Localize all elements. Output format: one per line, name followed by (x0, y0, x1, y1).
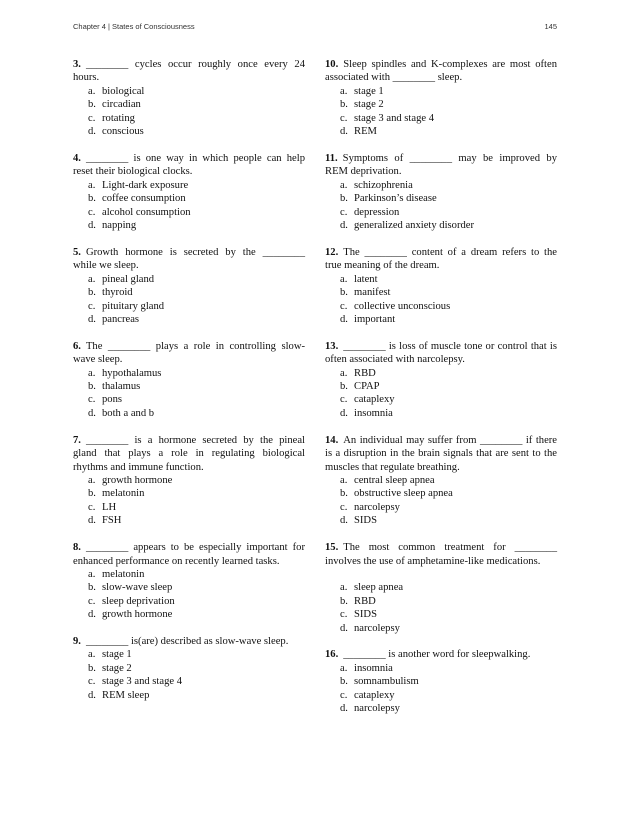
question-stem (73, 58, 305, 85)
option-text: depression (354, 206, 400, 218)
option (88, 206, 305, 219)
option (88, 192, 305, 205)
question-stem (325, 246, 557, 273)
option-text: biological (102, 85, 145, 97)
options-list (325, 474, 557, 528)
question-16 (325, 648, 557, 715)
option (88, 367, 305, 380)
question-4 (73, 152, 305, 232)
question-15 (325, 541, 557, 635)
option-text: sleep deprivation (102, 595, 175, 607)
option-letter: d. (88, 515, 96, 527)
option-letter: d. (340, 407, 348, 419)
option-text: REM (354, 126, 377, 138)
option-text: latent (354, 273, 378, 285)
question-text: ________ is(are) described as slow-wave sleep. (85, 636, 289, 648)
question-text: ________ cycles occur roughly once every 24 hours. (73, 59, 305, 84)
option-text: melatonin (102, 568, 145, 580)
option-letter: a. (88, 474, 96, 486)
option-text: thyroid (102, 287, 133, 299)
question-12 (325, 246, 557, 326)
option (88, 286, 305, 299)
option-letter: d. (88, 313, 96, 325)
chapter-title: Chapter 4 | States of Consciousness (73, 22, 195, 31)
option-letter: c. (88, 112, 96, 124)
option-letter: d. (88, 689, 96, 701)
option-text: melatonin (102, 488, 145, 500)
option (88, 219, 305, 232)
option-text: SIDS (354, 515, 377, 527)
option-text: narcolepsy (354, 703, 400, 715)
question-text: An individual may suffer from ________ if there is a disruption in the brain signals that are sent to the muscles that regulate breathing. (325, 434, 557, 473)
option (88, 689, 305, 702)
options-list (325, 662, 557, 716)
option (340, 595, 557, 608)
question-stem (73, 434, 305, 474)
page-header (73, 22, 557, 31)
options-list (73, 568, 305, 622)
option (88, 179, 305, 192)
options-list (325, 273, 557, 327)
option-letter: b. (340, 99, 348, 111)
option (340, 608, 557, 621)
option-letter: a. (88, 273, 96, 285)
question-number: 10. (325, 59, 339, 70)
question-number: 9. (73, 636, 81, 648)
option (88, 407, 305, 420)
option (88, 581, 305, 594)
option-text: sleep apnea (354, 582, 404, 594)
option-letter: b. (88, 662, 96, 674)
question-text: ________ is one way in which people can help reset their biological clocks. (73, 152, 305, 178)
option (340, 514, 557, 527)
blank-line (325, 568, 557, 581)
option (340, 313, 557, 326)
option-text: circadian (102, 99, 141, 111)
option-text: alcohol consumption (102, 206, 191, 218)
option-letter: b. (88, 488, 96, 500)
question-14 (325, 434, 557, 528)
option-text: pancreas (102, 313, 140, 325)
option-text: RBD (354, 367, 376, 379)
option (88, 568, 305, 581)
question-stem (325, 58, 557, 85)
option (340, 675, 557, 688)
question-number: 12. (325, 246, 339, 258)
option-letter: c. (88, 501, 96, 513)
option-letter: b. (88, 582, 96, 594)
option-text: Light-dark exposure (102, 179, 189, 191)
option (88, 125, 305, 138)
option-text: REM sleep (102, 689, 150, 701)
question-11 (325, 152, 557, 232)
option-letter: b. (340, 676, 348, 688)
question-text: The most common treatment for ________ involves the use of amphetamine-like medications. (325, 542, 557, 567)
option-text: stage 1 (354, 85, 384, 97)
option-letter: a. (340, 582, 348, 594)
option-letter: a. (88, 85, 96, 97)
option-letter: d. (340, 515, 348, 527)
option-text: growth hormone (102, 609, 173, 621)
option-letter: d. (340, 126, 348, 138)
option (340, 206, 557, 219)
option (88, 474, 305, 487)
option-text: SIDS (354, 609, 377, 621)
option-text: insomnia (354, 407, 393, 419)
option-text: central sleep apnea (354, 474, 435, 486)
option-letter: d. (88, 219, 96, 231)
option (340, 474, 557, 487)
option-text: coffee consumption (102, 193, 186, 205)
option (340, 286, 557, 299)
option (88, 98, 305, 111)
option-letter: b. (340, 381, 348, 393)
question-text: Symptoms of ________ may be improved by REM deprivation. (325, 152, 557, 178)
question-text: The ________ plays a role in controlling slow-wave sleep. (73, 340, 305, 366)
option-letter: a. (88, 568, 96, 580)
question-13 (325, 340, 557, 420)
option (340, 689, 557, 702)
question-number: 11. (325, 152, 338, 164)
options-list (73, 179, 305, 233)
question-number: 13. (325, 340, 339, 352)
option (88, 648, 305, 661)
option (340, 300, 557, 313)
option (88, 514, 305, 527)
option-letter: d. (340, 703, 348, 715)
option-letter: c. (88, 300, 96, 312)
option-letter: c. (88, 206, 96, 218)
option-letter: b. (340, 287, 348, 299)
option (88, 501, 305, 514)
question-number: 7. (73, 434, 81, 446)
option-letter: b. (340, 595, 348, 607)
option-letter: a. (340, 179, 348, 191)
option-text: cataplexy (354, 689, 395, 701)
option-text: CPAP (354, 381, 380, 393)
options-list (73, 648, 305, 702)
option-text: cataplexy (354, 394, 395, 406)
option-letter: d. (340, 219, 348, 231)
option-text: pineal gland (102, 273, 155, 285)
question-5 (73, 246, 305, 326)
option-letter: c. (88, 595, 96, 607)
option (340, 85, 557, 98)
option-text: stage 2 (354, 99, 384, 111)
option-letter: d. (340, 313, 348, 325)
option-text: growth hormone (102, 474, 173, 486)
option-text: stage 1 (102, 649, 132, 661)
option (88, 273, 305, 286)
option-text: thalamus (102, 381, 141, 393)
option-text: LH (102, 501, 117, 513)
option-letter: b. (340, 488, 348, 500)
options-list (73, 367, 305, 421)
option (88, 662, 305, 675)
option (88, 675, 305, 688)
question-text: Sleep spindles and K-complexes are most often associated with ________ sleep. (325, 59, 557, 84)
option (340, 662, 557, 675)
option-text: Parkinson’s disease (354, 193, 437, 205)
option-letter: b. (88, 99, 96, 111)
option (88, 380, 305, 393)
option (88, 85, 305, 98)
option (88, 393, 305, 406)
left-column (73, 58, 305, 716)
question-number: 3. (73, 59, 81, 70)
option-text: stage 3 and stage 4 (102, 676, 183, 688)
option-letter: b. (88, 287, 96, 299)
option-letter: d. (88, 126, 96, 138)
option-letter: d. (88, 407, 96, 419)
question-number: 5. (73, 246, 81, 258)
question-10 (325, 58, 557, 138)
option-text: slow-wave sleep (102, 582, 173, 594)
option-letter: a. (88, 649, 96, 661)
option-letter: c. (340, 300, 348, 312)
option-letter: a. (340, 85, 348, 97)
option-text: generalized anxiety disorder (354, 219, 475, 231)
option-letter: c. (88, 676, 96, 688)
question-number: 6. (73, 340, 81, 352)
options-list (325, 85, 557, 139)
option-letter: a. (88, 179, 96, 191)
option (340, 622, 557, 635)
question-stem (73, 152, 305, 179)
question-stem (73, 635, 305, 648)
option (340, 581, 557, 594)
question-text: ________ is a hormone secreted by the pineal gland that plays a role in regulating biological rhythms and immune function. (73, 434, 305, 473)
option-text: insomnia (354, 662, 393, 674)
option-letter: c. (340, 394, 348, 406)
option-letter: b. (340, 193, 348, 205)
page-number: 145 (544, 22, 557, 31)
option (340, 179, 557, 192)
option-text: RBD (354, 595, 376, 607)
option (340, 219, 557, 232)
question-6 (73, 340, 305, 420)
option-letter: b. (88, 381, 96, 393)
option-letter: c. (340, 609, 348, 621)
option-text: stage 3 and stage 4 (354, 112, 435, 124)
option (340, 501, 557, 514)
question-7 (73, 434, 305, 528)
option-letter: c. (88, 394, 96, 406)
option-letter: c. (340, 112, 348, 124)
option-letter: a. (88, 367, 96, 379)
question-number: 8. (73, 542, 81, 554)
option-text: hypothalamus (102, 367, 162, 379)
option (340, 367, 557, 380)
question-8 (73, 541, 305, 621)
question-stem (73, 340, 305, 367)
question-stem (325, 434, 557, 474)
option-text: manifest (354, 287, 391, 299)
question-number: 4. (73, 152, 81, 164)
option (340, 98, 557, 111)
question-stem (325, 340, 557, 367)
option-text: narcolepsy (354, 622, 400, 634)
options-list (325, 179, 557, 233)
option (88, 313, 305, 326)
option (340, 487, 557, 500)
option-text: important (354, 313, 396, 325)
option (340, 192, 557, 205)
option-letter: b. (88, 193, 96, 205)
question-stem (325, 541, 557, 568)
option (88, 595, 305, 608)
option-text: somnambulism (354, 676, 419, 688)
option-text: narcolepsy (354, 501, 400, 513)
question-text: ________ is another word for sleepwalking. (343, 649, 531, 661)
option-letter: c. (340, 501, 348, 513)
option-text: pituitary gland (102, 300, 165, 312)
option (340, 380, 557, 393)
option-letter: d. (88, 609, 96, 621)
option-text: conscious (102, 126, 144, 138)
option-text: napping (102, 219, 137, 231)
options-list (325, 367, 557, 421)
question-text: ________ is loss of muscle tone or control that is often associated with narcolepsy. (325, 340, 557, 366)
question-stem (73, 246, 305, 273)
option (340, 407, 557, 420)
question-stem (73, 541, 305, 568)
option (340, 125, 557, 138)
question-text: Growth hormone is secreted by the ________ while we sleep. (73, 246, 305, 272)
question-number: 14. (325, 434, 339, 446)
option-text: pons (102, 394, 123, 406)
options-list (73, 273, 305, 327)
option-text: schizophrenia (354, 179, 413, 191)
question-stem (325, 648, 557, 661)
option (340, 393, 557, 406)
option (88, 112, 305, 125)
option-text: rotating (102, 112, 135, 124)
option (88, 487, 305, 500)
option-letter: a. (340, 662, 348, 674)
option (88, 300, 305, 313)
option-text: FSH (102, 515, 122, 527)
question-number: 15. (325, 542, 339, 554)
option-letter: c. (340, 689, 348, 701)
question-stem (325, 152, 557, 179)
option-text: both a and b (102, 407, 155, 419)
option (340, 273, 557, 286)
question-3 (73, 58, 305, 138)
option-text: stage 2 (102, 662, 132, 674)
option-letter: a. (340, 273, 348, 285)
option-letter: c. (340, 206, 348, 218)
option-text: collective unconscious (354, 300, 451, 312)
option (340, 112, 557, 125)
options-list (73, 474, 305, 528)
option (88, 608, 305, 621)
question-number: 16. (325, 649, 339, 661)
options-list (325, 581, 557, 635)
option-letter: d. (340, 622, 348, 634)
option-text: obstructive sleep apnea (354, 488, 453, 500)
option (340, 702, 557, 715)
option-letter: a. (340, 367, 348, 379)
option-letter: a. (340, 474, 348, 486)
question-text: ________ appears to be especially important for enhanced performance on recently learned tasks. (73, 542, 305, 567)
options-list (73, 85, 305, 139)
question-text: The ________ content of a dream refers to the true meaning of the dream. (325, 246, 557, 272)
right-column (325, 58, 557, 729)
question-9 (73, 635, 305, 702)
